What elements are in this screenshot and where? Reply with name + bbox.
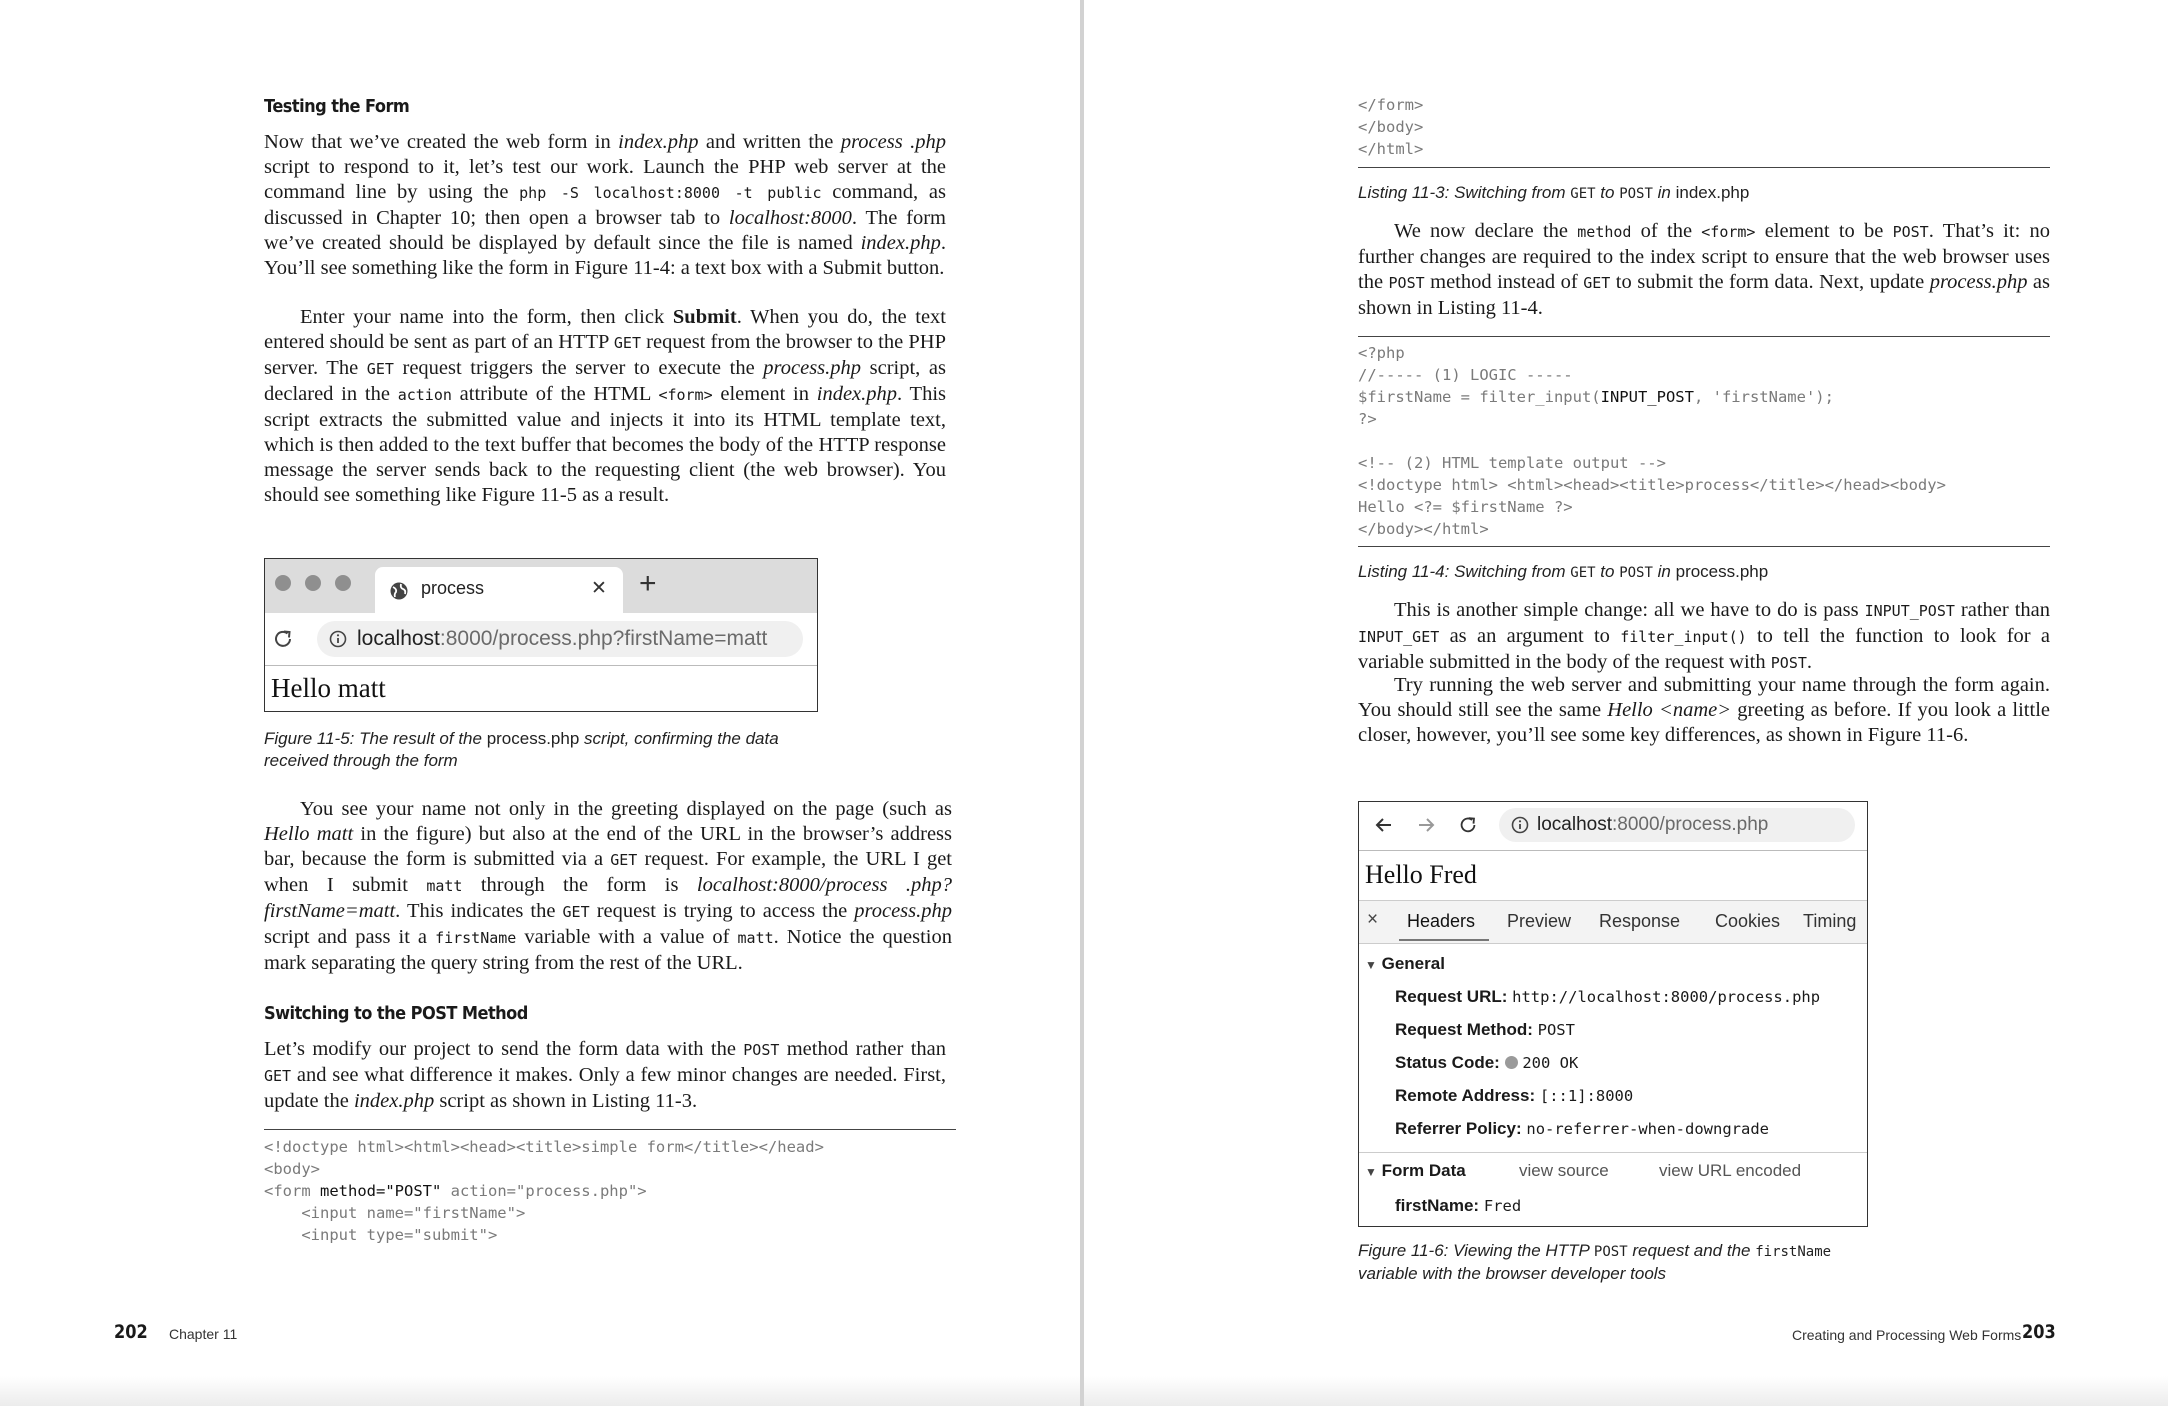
paragraph-declare-method: We now declare the method of the <form> element to be POST. That’s it: no further changes are required to the index script to ensure that the web browser uses the POST method instead of GET to submit the form data. Next, update process.php as shown in Listing 11-4. xyxy=(1358,220,2051,319)
listing-11-4-rule-top xyxy=(1358,336,2050,337)
url-text: localhost:8000/process.php?firstName=matt xyxy=(357,627,768,650)
globe-icon xyxy=(389,581,409,601)
triangle-down-icon: ▼ xyxy=(1365,1165,1377,1179)
reload-icon[interactable] xyxy=(271,627,295,651)
url-field[interactable] xyxy=(317,621,803,657)
paragraph-launch-server: Now that we’ve created the web form in index.php and written the process .php script to respond to it, let’s test our work. Launch the PHP web server at the command line by using the php -S localhost:8000 -t public command, as discussed in Chapter 10; then open a browser tab to localhost:8000. The form we’ve created should be displayed by default since the file is named index.php. You’ll see something like the form in Figure 11-4: a text box with a Submit button. xyxy=(264,131,946,279)
info-icon xyxy=(329,630,347,648)
left-page xyxy=(0,0,1080,1406)
triangle-down-icon: ▼ xyxy=(1365,958,1377,972)
page-number-right: 203 xyxy=(2022,1321,2056,1343)
row-referrer-policy: Referrer Policy: no-referrer-when-downgrade xyxy=(1395,1119,1769,1138)
paragraph-modify-project: Let’s modify our project to send the form data with the POST method rather than GET and see what difference it makes. Only a few minor changes are needed. First, update the index.php script as shown in Listing 11-3. xyxy=(264,1038,946,1112)
close-icon[interactable]: ✕ xyxy=(591,578,607,599)
paragraph-url-explained: You see your name not only in the greeting displayed on the page (such as Hello matt in the figure) but also at the end of the URL in the browser’s address bar, because the form is submitted via a GET request. For example, the URL I get when I submit matt through the form is localhost:8000/process .php?firstName=matt. This indicates the GET request is trying to access the process.php script and pass it a firstName variable with a value of matt. Notice the question mark separating the query string from the rest of the URL. xyxy=(264,798,953,974)
running-head-right: Creating and Processing Web Forms xyxy=(1792,1327,2022,1343)
paragraph-try-running: Try running the web server and submitting your name through the form again. You should still see the same Hello <name> greeting as before. If you look a little closer, however, you’ll see some key differences, as shown in Figure 11-6. xyxy=(1358,674,2050,746)
row-first-name: firstName: Fred xyxy=(1395,1196,1522,1215)
content-divider xyxy=(265,665,817,666)
heading-switching-to-post: Switching to the POST Method xyxy=(264,1003,528,1024)
page-edge-shade-right xyxy=(1084,1376,2168,1406)
figure-11-5-browser xyxy=(264,558,818,712)
window-dot-minimize[interactable] xyxy=(305,575,321,591)
plus-icon[interactable]: + xyxy=(639,567,657,600)
section-divider xyxy=(1359,1152,1867,1153)
browser-tab[interactable] xyxy=(375,567,623,613)
browser-tab-bar xyxy=(265,559,817,613)
tab-headers[interactable]: Headers xyxy=(1407,911,1476,931)
tab-timing[interactable]: Timing xyxy=(1803,911,1857,931)
row-remote-address: Remote Address: [::1]:8000 xyxy=(1395,1086,1634,1105)
tab-preview[interactable]: Preview xyxy=(1507,911,1572,931)
url-field[interactable] xyxy=(1499,808,1855,842)
caption-listing-11-4: Listing 11-4: Switching from GET to POST in process.php xyxy=(1358,562,1769,581)
listing-11-4-code: <?php //----- (1) LOGIC ----- $firstName = filter_input(INPUT_POST, 'firstName'); ?> <!-- (2) HTML template output --> <!doctype html> <html><head><title>process</title></head><body> Hello <?= $firstName ?> </body></html> xyxy=(1358,344,1946,538)
general-section-toggle[interactable]: ▼ General xyxy=(1365,954,1445,973)
page-greeting: Hello matt xyxy=(271,673,386,703)
browser-url-bar xyxy=(265,613,817,665)
listing-rule-top xyxy=(264,1129,956,1130)
page-greeting: Hello Fred xyxy=(1365,860,1477,889)
paragraph-input-post: This is another simple change: all we have to do is pass INPUT_POST rather than INPUT_GET as an argument to filter_input() to tell the function to look for a variable submitted in the body of the request with POST. xyxy=(1358,599,2050,673)
active-tab-underline xyxy=(1399,939,1489,941)
caption-figure-11-6: Figure 11-6: Viewing the HTTP POST request and the firstName variable with the browser developer tools xyxy=(1358,1241,1832,1283)
close-icon[interactable]: × xyxy=(1367,909,1379,930)
listing-11-3-code: <!doctype html><html><head><title>simple form</title></head> <body> <form method="POST" action="process.php"> <input name="firstName"> <input type="submit"> xyxy=(264,1138,824,1244)
paragraph-enter-name: Enter your name into the form, then click Submit. When you do, the text entered should be sent as part of an HTTP GET request from the browser to the PHP server. The GET request triggers the server to execute the process.php script, as declared in the action attribute of the HTML <form> element in index.php. This script extracts the submitted value and injects it into its HTML template text, which is then added to the text buffer that becomes the body of the HTTP response message the server sends back to the requesting client (the web browser). You should see something like Figure 11-5 as a result. xyxy=(264,306,946,506)
row-request-url: Request URL: http://localhost:8000/process.php xyxy=(1395,987,1821,1006)
caption-listing-11-3: Listing 11-3: Switching from GET to POST in index.php xyxy=(1358,183,1750,202)
reload-icon[interactable] xyxy=(1457,814,1479,836)
forward-icon[interactable] xyxy=(1415,814,1437,836)
listing-11-4-rule-bottom xyxy=(1358,546,2050,547)
view-url-encoded-link[interactable]: view URL encoded xyxy=(1659,1161,1802,1180)
listing-rule-bottom xyxy=(1358,167,2050,168)
tab-cookies[interactable]: Cookies xyxy=(1715,911,1781,931)
info-icon xyxy=(1511,816,1529,834)
window-dot-close[interactable] xyxy=(275,575,291,591)
form-data-section-toggle[interactable]: ▼ Form Data xyxy=(1365,1161,1466,1180)
devtools-tab-bar xyxy=(1359,900,1867,944)
page-number-left: 202 xyxy=(114,1321,148,1343)
tab-response[interactable]: Response xyxy=(1599,911,1681,931)
tab-title: process xyxy=(421,578,485,598)
status-dot xyxy=(1505,1056,1518,1069)
window-dot-zoom[interactable] xyxy=(335,575,351,591)
figure-11-6-devtools xyxy=(1358,801,1868,1227)
url-bar-divider xyxy=(1359,850,1867,851)
caption-figure-11-5: Figure 11-5: The result of the process.php script, confirming the data received through the form xyxy=(264,729,779,770)
row-status-code: Status Code: 200 OK xyxy=(1395,1053,1579,1072)
back-icon[interactable] xyxy=(1373,814,1395,836)
url-text: localhost:8000/process.php xyxy=(1537,814,1769,835)
running-head-left: Chapter 11 xyxy=(169,1326,238,1342)
view-source-link[interactable]: view source xyxy=(1519,1161,1609,1180)
heading-testing-the-form: Testing the Form xyxy=(264,96,410,117)
listing-11-3-code-continued: </form> </body> </html> xyxy=(1358,96,1424,158)
page-edge-shade xyxy=(0,1376,1080,1406)
row-request-method: Request Method: POST xyxy=(1395,1020,1575,1039)
